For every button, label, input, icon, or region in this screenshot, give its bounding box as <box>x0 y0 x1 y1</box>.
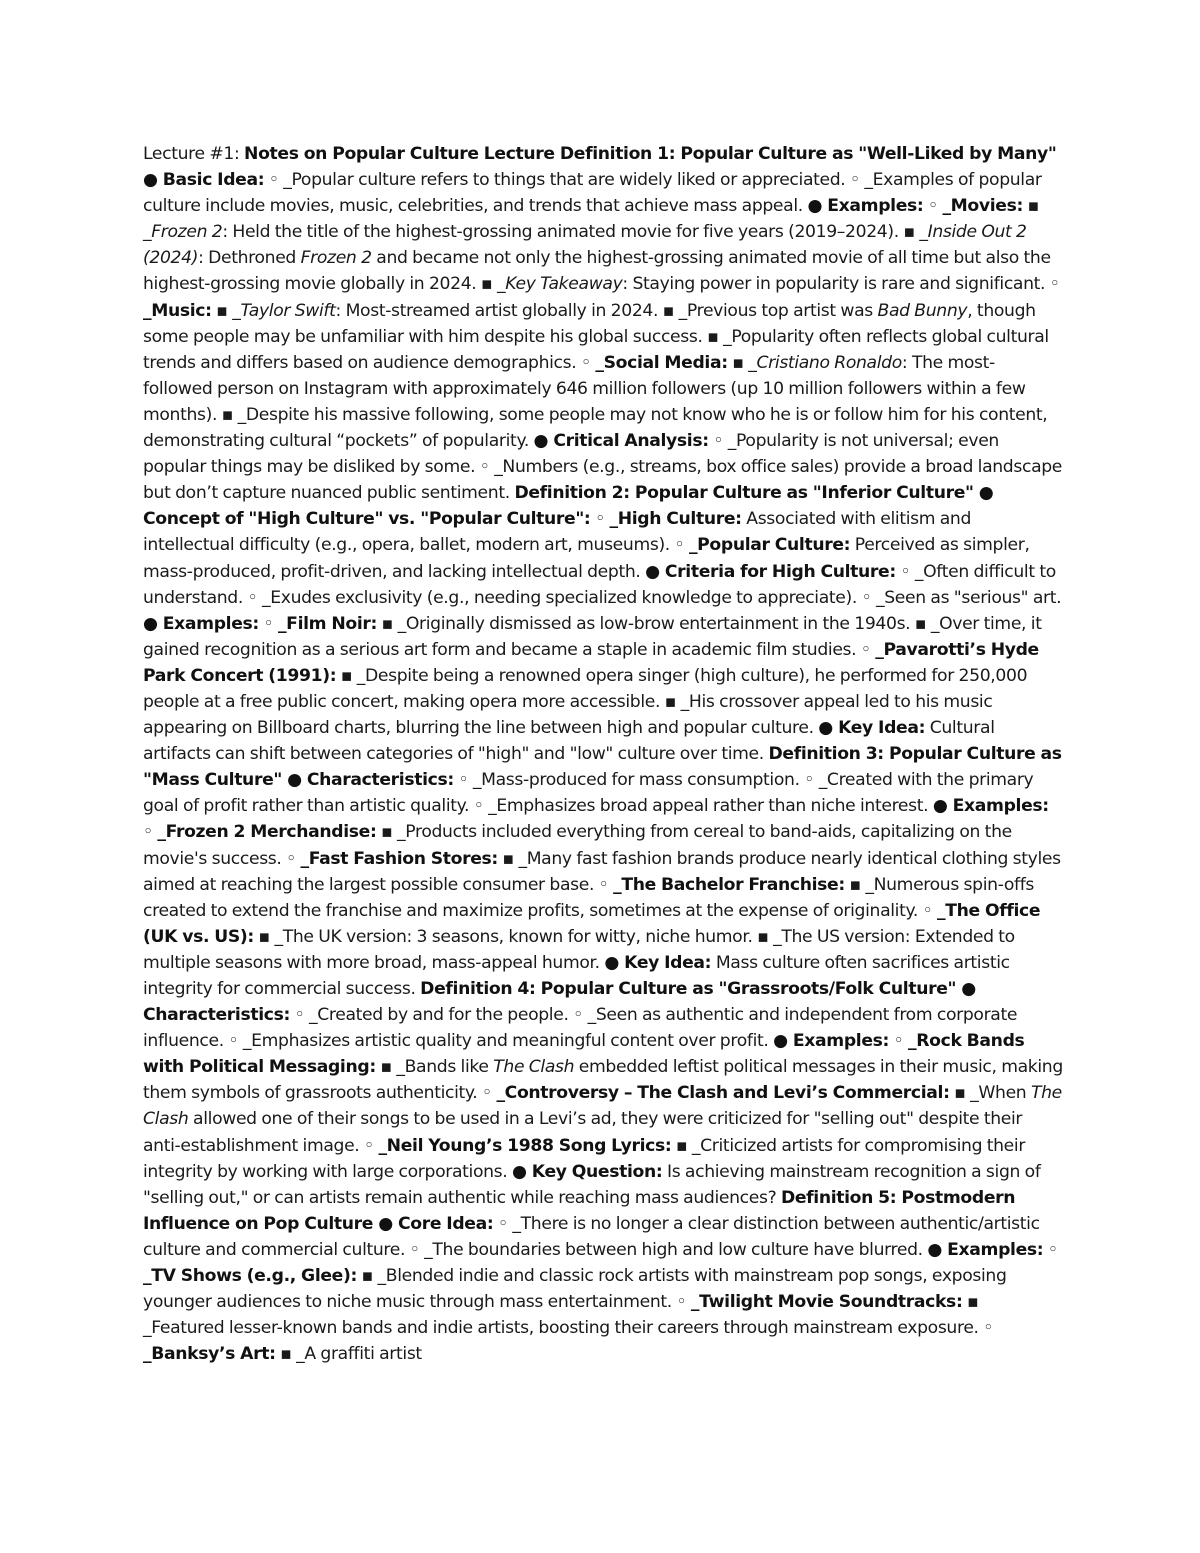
bold-text-run: _TV Shows (e.g., Glee): <box>143 1266 357 1287</box>
text-run: ▪ _Blended indie and classic rock artists with mainstream pop songs, exposing younger audiences to niche music through mass entertainment. ◦ <box>143 1266 1007 1313</box>
text-run: ▪ _Bands like <box>375 1057 494 1078</box>
text-run: ▪ _Criticized artists for compromising their integrity by working with large corporations. <box>143 1135 1026 1182</box>
text-run: Perceived as simpler, mass-produced, profit-driven, and lacking intellectual depth. <box>143 535 1030 582</box>
bold-text-run: _Film Noir: <box>277 613 378 634</box>
text-run: ▪ _Featured lesser-known bands and indie artists, boosting their careers through mainstream exposure. ◦ <box>143 1292 994 1339</box>
text-run: ▪ _Many fast fashion brands produce nearly identical clothing styles aimed at reaching the largest possible consumer base. ◦ <box>143 848 1061 895</box>
text-run: Lecture #1: <box>143 144 245 164</box>
text-run: ◦ <box>590 509 610 530</box>
bold-text-run: ● Criteria for High Culture: <box>645 561 896 582</box>
bold-text-run: _Fast Fashion Stores: <box>300 848 498 869</box>
text-run: Mass culture often sacrifices artistic integrity for commercial success. <box>143 952 1010 999</box>
text-run: Cultural artifacts can shift between categories of "high" and "low" culture over time. <box>143 718 995 765</box>
text-run: and became not only the highest-grossing animated movie of all time but also the highest-grossing movie globally in 2024. ▪ _ <box>143 248 1051 295</box>
bold-text-run: _The Office (UK vs. US): <box>143 900 1041 947</box>
bold-text-run: _Pavarotti’s Hyde Park Concert (1991): <box>143 639 1039 686</box>
bold-text-run: _Movies: <box>942 196 1023 217</box>
text-run: ◦ <box>258 613 278 634</box>
bold-text-run: _Neil Young’s 1988 Song Lyrics: <box>378 1135 672 1156</box>
text-run: : Held the title of the highest-grossing animated movie for five years (2019–2024). ▪ _ <box>222 222 928 243</box>
bold-text-run: _Twilight Movie Soundtracks: <box>690 1292 963 1313</box>
text-run: ◦ _There is no longer a clear distinction between authentic/artistic culture and commercial culture. ◦ _The boundaries between high and low culture have blurred. <box>143 1213 1040 1260</box>
italic-text-run: The Clash <box>143 1083 1062 1130</box>
text-run: ◦ <box>923 196 943 217</box>
italic-text-run: Key Takeaway <box>505 274 623 295</box>
text-run: ▪ _ <box>727 352 757 373</box>
text-run: ▪ _Originally dismissed as low-brow entertainment in the 1940s. ▪ _Over time, it gained recognition as a serious art form and became a staple in academic film studies. ◦ <box>143 613 1042 660</box>
bold-text-run: ● Examples: <box>143 613 259 634</box>
bold-text-run: Definition 3: Popular Culture as "Mass Culture" ● Characteristics: <box>143 744 1062 791</box>
text-run: ▪ _The UK version: 3 seasons, known for witty, niche humor. ▪ _The US version: Extended to multiple seasons with more broad, mass-appeal humor. <box>143 926 1015 973</box>
text-run: : Most-streamed artist globally in 2024. ▪ _Previous top artist was <box>335 300 878 321</box>
text-run: ▪ _Numerous spin-offs created to extend the franchise and maximize profits, sometimes at the expense of originality. ◦ <box>143 874 1035 921</box>
text-run: : The most-followed person on Instagram with approximately 646 million followers (up 10 million followers within a few months). ▪ _Despite his massive following, some people may not know who he is or follow him for his content, demonstrating cultural “pockets” of popularity. <box>143 352 1048 452</box>
italic-text-run: Taylor Swift <box>240 300 336 321</box>
italic-text-run: Cristiano Ronaldo <box>756 352 902 373</box>
bold-text-run: ● Critical Analysis: <box>533 431 709 452</box>
text-run: ▪ _Products included everything from cereal to band-aids, capitalizing on the movie's success. ◦ <box>143 822 1012 869</box>
bold-text-run: ● Key Question: <box>512 1161 663 1182</box>
text-run: ◦ <box>1043 1239 1058 1260</box>
text-run: ◦ _Often difficult to understand. ◦ _Exudes exclusivity (e.g., needing specialized knowledge to appreciate). ◦ _Seen as "serious" art. <box>143 561 1062 608</box>
bold-text-run: Definition 5: Postmodern Influence on Pop Culture ● Core Idea: <box>143 1187 1016 1234</box>
bold-text-run: _Rock Bands with Political Messaging: <box>143 1031 1025 1078</box>
bold-text-run: _High Culture: <box>609 509 742 530</box>
bold-text-run: Definition 2: Popular Culture as "Inferior Culture" ● Concept of "High Culture" vs. "Popular Culture": <box>143 483 994 530</box>
italic-text-run: Bad Bunny <box>877 300 968 321</box>
text-run: : Dethroned <box>198 248 301 269</box>
text-run: ◦ _Popular culture refers to things that are widely liked or appreciated. ◦ _Examples of popular culture include movies, music, celebrities, and trends that achieve mass appeal. <box>143 170 1042 217</box>
bold-text-run: _Banksy’s Art: <box>143 1344 276 1365</box>
text-run: ◦ <box>143 822 158 843</box>
bold-text-run: _The Bachelor Franchise: <box>613 874 845 895</box>
text-run: Is achieving mainstream recognition a sign of "selling out," or can artists remain authentic while reaching mass audiences? <box>143 1161 1041 1208</box>
text-run: ▪ _ <box>211 300 241 321</box>
text-run: Associated with elitism and intellectual difficulty (e.g., opera, ballet, modern art, museums). ◦ <box>143 509 972 556</box>
lecture-notes-body-text <box>143 141 1063 1367</box>
bold-text-run: _Controversy – The Clash and Levi’s Commercial: <box>496 1083 950 1104</box>
bold-text-run: Definition 4: Popular Culture as "Grassroots/Folk Culture" ● Characteristics: <box>143 979 976 1026</box>
bold-text-run: Notes on Popular Culture Lecture Definition 1: Popular Culture as "Well-Liked by Many" ● Basic Idea: <box>143 144 1057 191</box>
italic-text-run: The Clash <box>493 1057 575 1078</box>
italic-text-run: Frozen 2 <box>300 248 372 269</box>
text-run: ◦ _Created by and for the people. ◦ _Seen as authentic and independent from corporate influence. ◦ _Emphasizes artistic quality and meaningful content over profit. <box>143 1005 1018 1052</box>
bold-text-run: ● Examples: <box>807 196 924 217</box>
italic-text-run: Inside Out 2 (2024) <box>143 222 1027 269</box>
bold-text-run: ● Examples: <box>773 1031 890 1052</box>
text-run: ◦ _Popularity is not universal; even popular things may be disliked by some. ◦ _Numbers (e.g., streams, box office sales) provide a broad landscape but don’t capture nuanced public sentiment. <box>143 431 1063 504</box>
text-run: : Staying power in popularity is rare and significant. ◦ <box>622 274 1060 295</box>
bold-text-run: ● Key Idea: <box>818 718 926 739</box>
bold-text-run: _Social Media: <box>595 352 728 373</box>
text-run: ▪ _ <box>143 196 1039 243</box>
bold-text-run: ● Examples: <box>932 796 1049 817</box>
text-run: embedded leftist political messages in their music, making them symbols of grassroots authenticity. ◦ <box>143 1057 1063 1104</box>
bold-text-run: ● Examples: <box>927 1239 1044 1260</box>
bold-text-run: _Frozen 2 Merchandise: <box>157 822 377 843</box>
text-run: ◦ <box>889 1031 909 1052</box>
bold-text-run: _Music: <box>143 300 212 321</box>
italic-text-run: Frozen 2 <box>151 222 223 243</box>
text-run: ▪ _A graffiti artist <box>275 1344 422 1365</box>
bold-text-run: _Popular Culture: <box>688 535 851 556</box>
text-run: , though some people may be unfamiliar with him despite his global success. ▪ _Popularity often reflects global cultural trends and differs based on audience demographics. ◦ <box>143 300 1049 373</box>
text-run: ▪ _When <box>949 1083 1031 1104</box>
bold-text-run: ● Key Idea: <box>604 952 712 973</box>
text-run: ▪ _Despite being a renowned opera singer (high culture), he performed for 250,000 people at a free public concert, making opera more accessible. ▪ _His crossover appeal led to his music appearing on Billboard charts, blurring the line between high and popular culture. <box>143 665 1028 739</box>
text-run: ◦ _Mass-produced for mass consumption. ◦ _Created with the primary goal of profit rather than artistic quality. ◦ _Emphasizes broad appeal rather than niche interest. <box>143 770 1034 817</box>
text-run: allowed one of their songs to be used in a Levi’s ad, they were criticized for "selling out" despite their anti-establishment image. ◦ <box>143 1109 1023 1156</box>
